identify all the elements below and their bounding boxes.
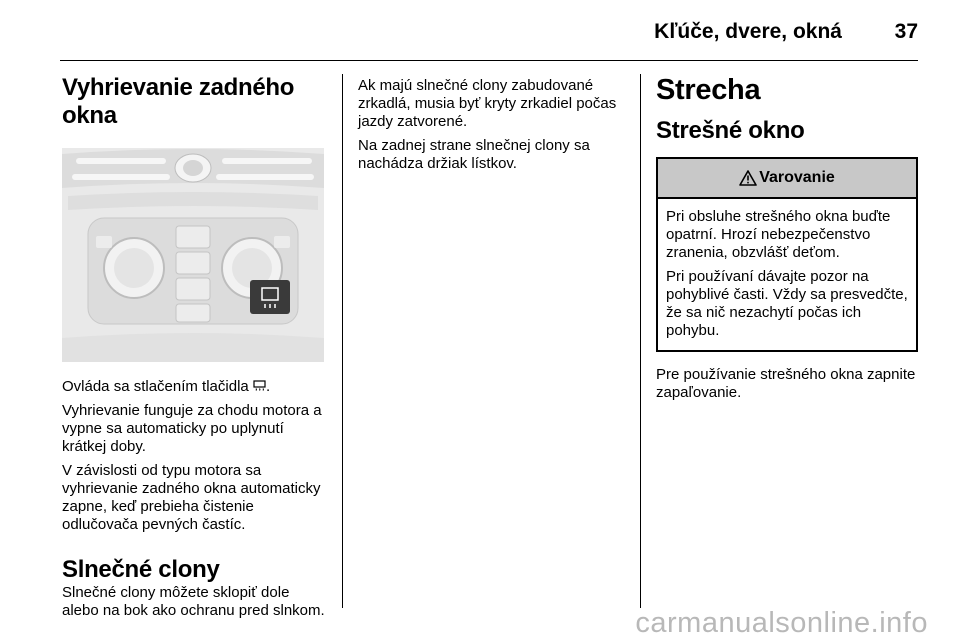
column-divider-2 [640,74,641,608]
subheading-sunroof: Strešné okno [656,117,805,144]
paragraph-operation-end: . [265,378,271,395]
watermark: carmanualsonline.info [635,607,928,639]
section-heading-roof: Strecha [656,74,761,106]
climate-control-panel-photo [62,148,324,362]
column-right [656,74,918,408]
warning-paragraph-2: Pri používaní dávajte pozor na pohyblivé časti. Vždy sa presvedčte, že sa nič nezachytí počas ich pohybu. [666,268,908,339]
warning-triangle-icon [739,170,757,186]
header-divider [60,60,918,61]
paragraph-function: Vyhrievanie funguje za chodu motora a vypne sa automaticky po uplynutí krátkej doby. [62,402,322,455]
paragraph-sunroof-ignition: Pre používanie strešného okna zapnite zapaľovanie. [656,366,916,401]
warning-body [658,199,916,350]
header-title: Kľúče, dvere, okná [654,20,842,43]
section-heading-rear-window-heating: Vyhrievanie zadného okna [62,74,295,129]
warning-box [656,157,918,352]
column-left [62,74,330,626]
paragraph-visor-mirrors: Ak majú slnečné clony zabudované zrkadlá, musia byť kryty zrkadiel počas jazdy zatvorené. [358,77,617,130]
warning-header [658,159,916,199]
column-divider-1 [342,74,343,608]
warning-title: Varovanie [759,169,835,186]
rear-window-heating-icon [253,380,266,392]
paragraph-operation-text: Ovláda sa stlačením tlačidla [62,378,249,395]
paragraph-operation [62,378,330,396]
column-middle [358,77,626,179]
page-number: 37 [894,20,918,43]
paragraph-sun-visors: Slnečné clony môžete sklopiť dole alebo na bok ako ochranu pred slnkom. [62,584,325,619]
warning-paragraph-1: Pri obsluhe strešného okna buďte opatrní. Hrozí nebezpečenstvo zranenia, obzvlášť deťom. [666,208,891,261]
section-heading-sun-visors: Slnečné clony [62,556,220,583]
paragraph-engine-dependency: V závislosti od typu motora sa vyhrievanie zadného okna automaticky zapne, keď prebieha čistenie odlučovača pevných častíc. [62,462,321,533]
paragraph-ticket-holder: Na zadnej strane slnečnej clony sa nachádza držiak lístkov. [358,137,590,172]
